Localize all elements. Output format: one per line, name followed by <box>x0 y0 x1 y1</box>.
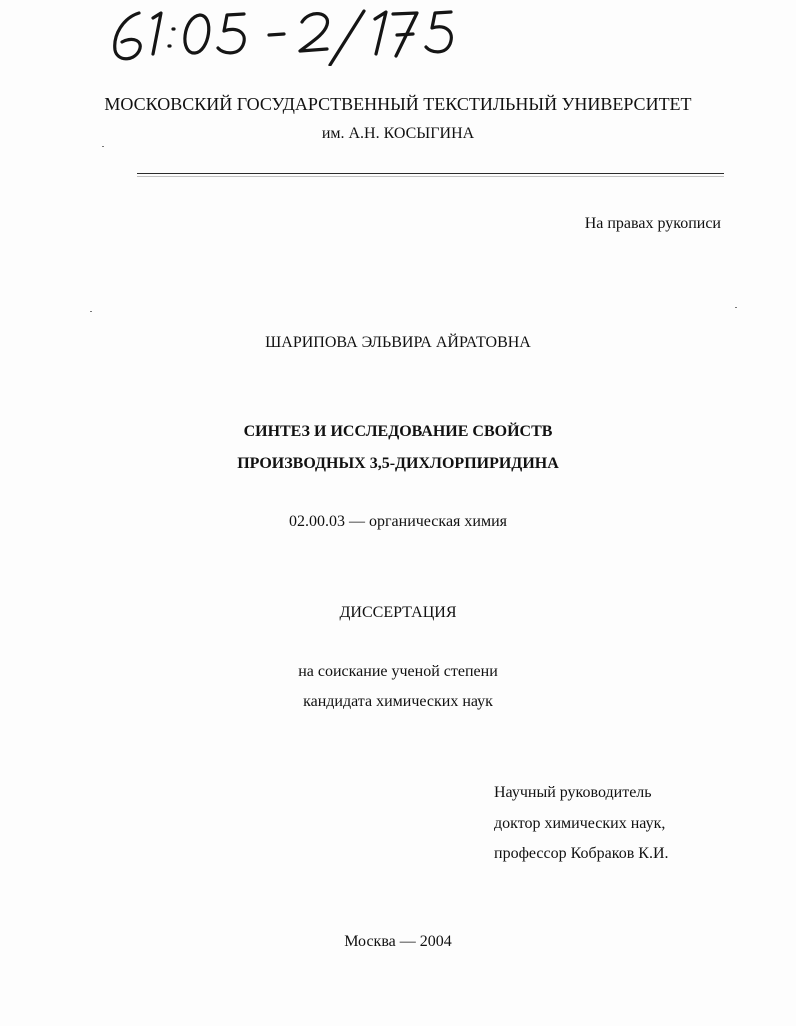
scan-speck <box>735 307 737 308</box>
dissertation-title-line-1: СИНТЕЗ И ИССЛЕДОВАНИЕ СВОЙСТВ <box>243 423 553 440</box>
document-type: ДИССЕРТАЦИЯ <box>339 604 457 621</box>
handwritten-archive-code <box>105 4 485 66</box>
supervisor-degree: доктор химических наук, <box>494 815 666 832</box>
rights-note: На правах рукописи <box>584 215 721 232</box>
scan-speck <box>90 311 92 312</box>
dissertation-title-line-2: ПРОИЗВОДНЫХ 3,5-ДИХЛОРПИРИДИНА <box>237 455 559 472</box>
specialty-code: 02.00.03 — органическая химия <box>288 513 508 530</box>
handwritten-code-image <box>105 4 485 66</box>
degree-line-2: кандидата химических наук <box>303 693 493 710</box>
author-name: ШАРИПОВА ЭЛЬВИРА АЙРАТОВНА <box>265 334 531 351</box>
university-name: МОСКОВСКИЙ ГОСУДАРСТВЕННЫЙ ТЕКСТИЛЬНЫЙ УНИВЕРСИТЕТ <box>104 94 692 114</box>
city-year: Москва — 2004 <box>344 933 452 950</box>
university-named-after: им. А.Н. КОСЫГИНА <box>321 125 475 142</box>
scan-speck <box>102 146 104 147</box>
degree-line-1: на соискание ученой степени <box>298 663 498 680</box>
header-divider-shadow <box>137 176 724 177</box>
header-divider <box>137 173 724 174</box>
supervisor-name: профессор Кобраков К.И. <box>494 845 669 862</box>
supervisor-label: Научный руководитель <box>494 784 652 801</box>
